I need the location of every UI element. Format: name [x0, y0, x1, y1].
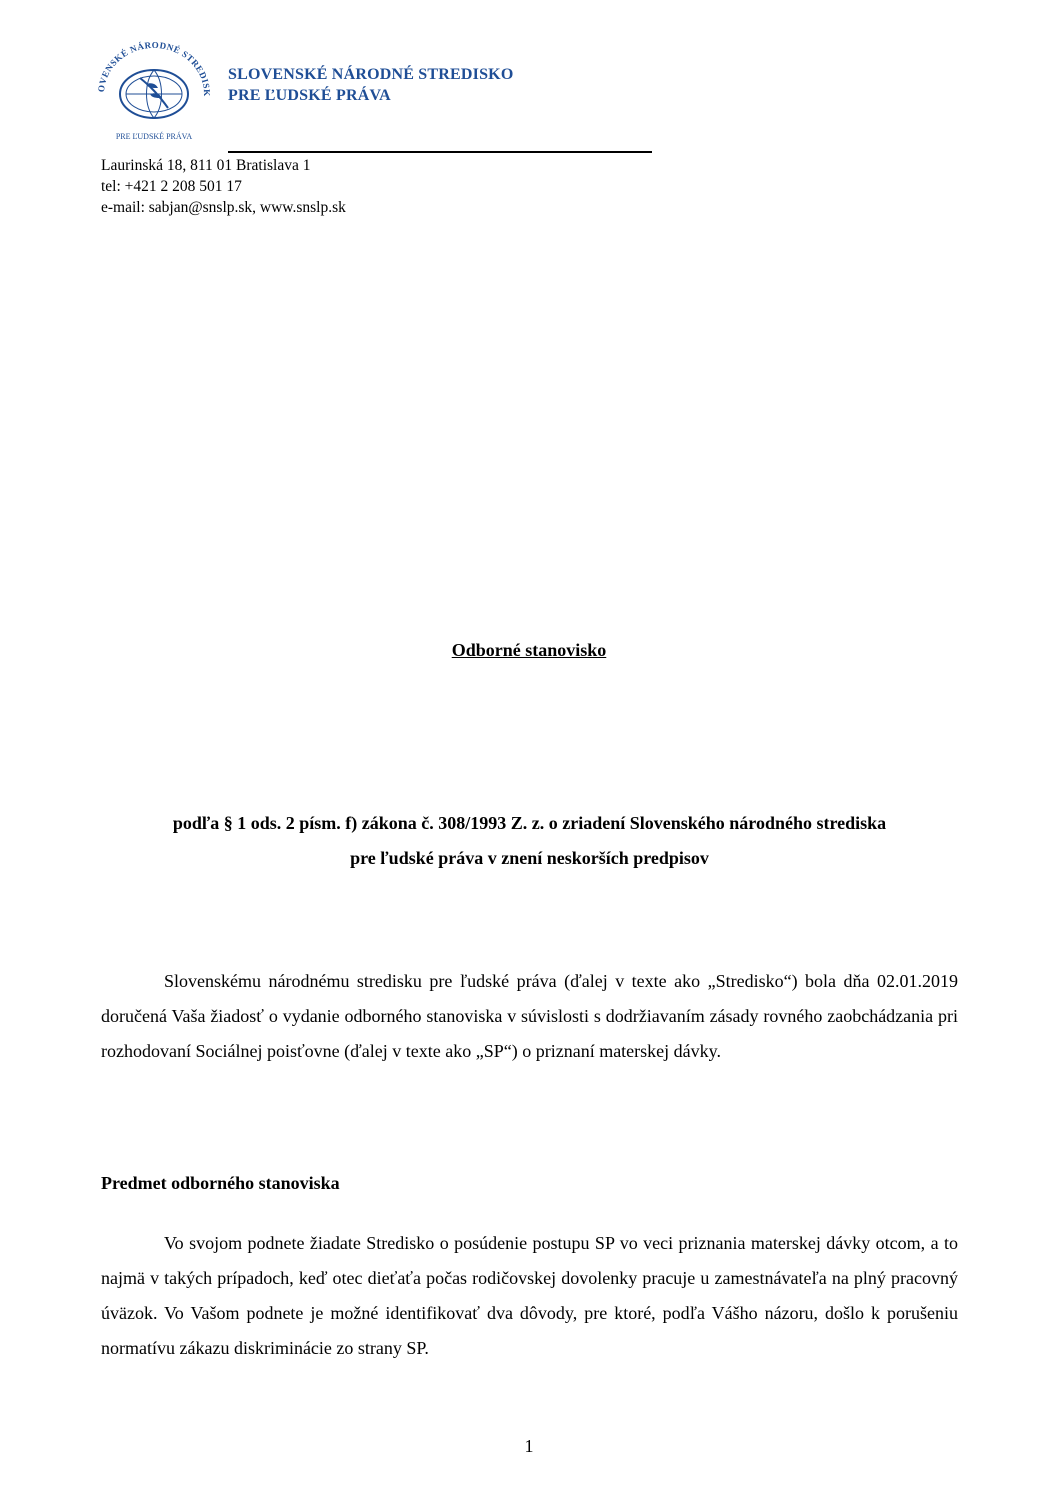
intro-paragraph: Slovenskému národnému stredisku pre ľudské práva (ďalej v texte ako „Stredisko“) bola dňa 02.01.2019 doručená Vaša žiadosť o vydanie odborného stanoviska v súvislosti s dodržiavaním zásady rovného zaobchádzania pri rozhodovaní Sociálnej poisťovne (ďalej v texte ako „SP“) o priznaní materskej dávky.	[101, 971, 958, 1061]
snslp-emblem-icon	[92, 38, 216, 144]
header-divider	[228, 151, 652, 153]
email-web-line: e-mail: sabjan@snslp.sk, www.snslp.sk	[101, 199, 346, 216]
organization-name-line2: PRE ĽUDSKÉ PRÁVA	[228, 87, 391, 104]
document-title: Odborné stanovisko	[451, 640, 607, 660]
organization-name-line1: SLOVENSKÉ NÁRODNÉ STREDISKO	[228, 66, 514, 83]
address-line: Laurinská 18, 811 01 Bratislava 1	[101, 157, 311, 174]
section-paragraph: Vo svojom podnete žiadate Stredisko o posúdenie postupu SP vo veci priznania materskej dávky otcom, a to najmä v takých prípadoch, keď otec dieťaťa počas rodičovskej dovolenky pracuje u zamestnávateľa na plný pracovný úväzok. Vo Vašom podnete je možné identifikovať dva dôvody, pre ktoré, podľa Vášho názoru, došlo k porušeniu normatívu zákazu diskriminácie zo strany SP.	[101, 1233, 958, 1358]
legal-basis-line2: pre ľudské práva v znení neskorších predpisov	[350, 848, 709, 868]
svg-text:SLOVENSKÉ NÁRODNÉ STREDISKO: OVENSKÉ NÁRODNÉ STREDISK	[95, 39, 213, 97]
svg-text:PRE ĽUDSKÉ PRÁVA: PRE ĽUDSKÉ PRÁVA	[115, 132, 193, 141]
organization-name	[228, 64, 513, 106]
contact-block	[101, 155, 346, 218]
section-heading: Predmet odborného stanoviska	[101, 1173, 340, 1193]
page-number: 1	[524, 1436, 534, 1456]
legal-basis-line1: podľa § 1 ods. 2 písm. f) zákona č. 308/1993 Z. z. o zriadení Slovenského národného strediska	[172, 813, 887, 833]
legal-basis	[101, 806, 958, 876]
phone-line: tel: +421 2 208 501 17	[101, 178, 242, 195]
